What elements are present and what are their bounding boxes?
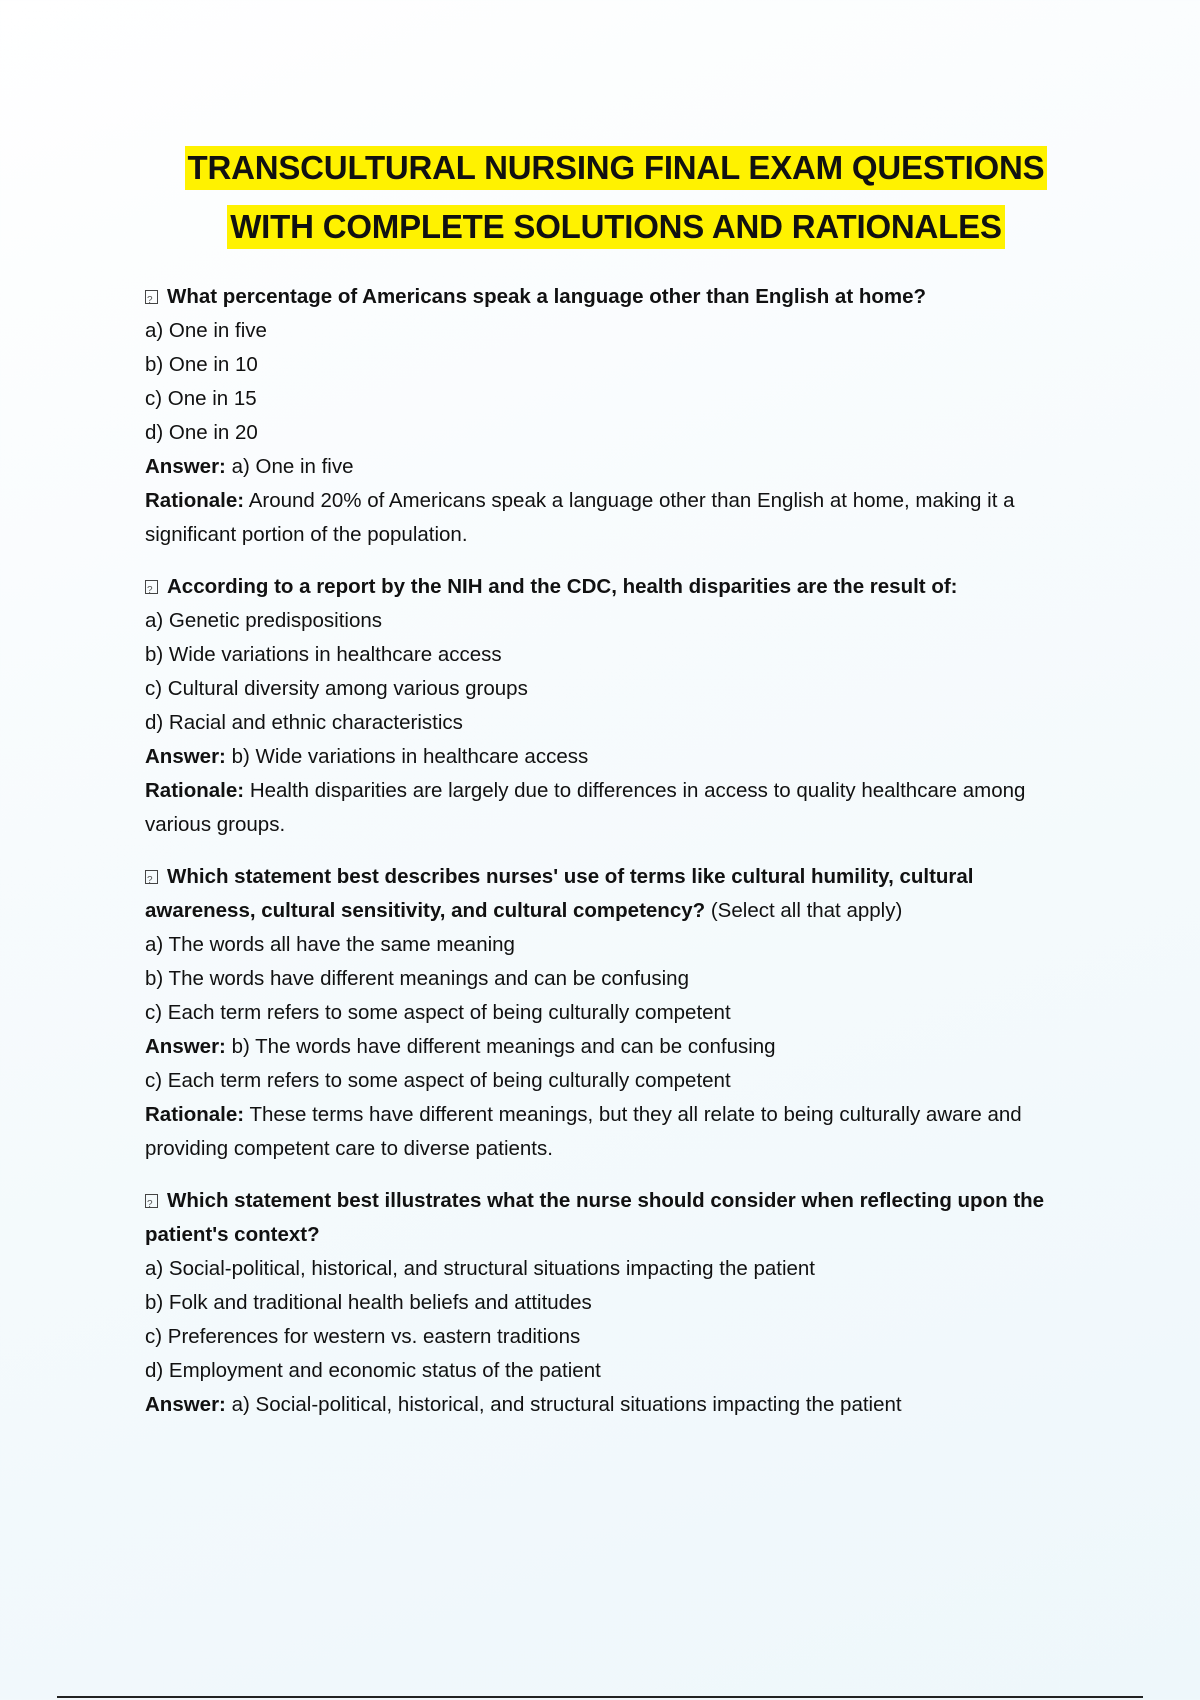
answer-text: a) Social-political, historical, and structural situations impacting the patient bbox=[231, 1393, 902, 1416]
answer-label: Answer: bbox=[145, 745, 226, 768]
option: c) Preferences for western vs. eastern traditions bbox=[145, 1325, 581, 1348]
question-block bbox=[145, 280, 1085, 552]
document-title bbox=[0, 146, 1200, 249]
question-bullet-icon bbox=[145, 870, 158, 884]
answer-line bbox=[145, 1030, 1085, 1064]
question-block bbox=[145, 570, 1085, 842]
question-bullet-icon bbox=[145, 580, 158, 594]
question-line bbox=[145, 280, 1085, 314]
question-note: (Select all that apply) bbox=[710, 899, 903, 922]
option: c) Cultural diversity among various groups bbox=[145, 677, 528, 700]
question-line bbox=[145, 1184, 1085, 1252]
option: b) The words have different meanings and can be confusing bbox=[145, 967, 689, 990]
questions-list bbox=[145, 280, 1085, 1422]
question-text: According to a report by the NIH and the CDC, health disparities are the result of: bbox=[167, 575, 958, 598]
question-text: What percentage of Americans speak a language other than English at home? bbox=[167, 285, 927, 308]
answer-label: Answer: bbox=[145, 1393, 226, 1416]
answer-text: b) The words have different meanings and can be confusing bbox=[231, 1035, 776, 1058]
answer-line bbox=[145, 1388, 1085, 1422]
rationale-text: These terms have different meanings, but they all relate to being culturally aware and providing competent care to diverse patients. bbox=[145, 1103, 1022, 1160]
option: c) Each term refers to some aspect of being culturally competent bbox=[145, 1001, 731, 1024]
answer-line bbox=[145, 450, 1085, 484]
question-block bbox=[145, 1184, 1085, 1422]
question-text: Which statement best illustrates what the nurse should consider when reflecting upon the patient's context? bbox=[145, 1189, 1045, 1246]
option: d) One in 20 bbox=[145, 421, 258, 444]
answer-label: Answer: bbox=[145, 455, 226, 478]
rationale-label: Rationale: bbox=[145, 1103, 245, 1126]
rationale-line bbox=[145, 1098, 1085, 1166]
option: a) One in five bbox=[145, 319, 267, 342]
option: d) Racial and ethnic characteristics bbox=[145, 711, 463, 734]
answer-line bbox=[145, 740, 1085, 774]
rationale-text: Around 20% of Americans speak a language other than English at home, making it a significant portion of the population. bbox=[145, 489, 1015, 546]
question-bullet-icon bbox=[145, 290, 158, 304]
option: a) Genetic predispositions bbox=[145, 609, 383, 632]
option: b) Folk and traditional health beliefs and attitudes bbox=[145, 1291, 592, 1314]
question-line bbox=[145, 570, 1085, 604]
title-line-2: WITH COMPLETE SOLUTIONS AND RATIONALES bbox=[227, 205, 1005, 249]
rationale-line bbox=[145, 774, 1085, 842]
rationale-line bbox=[145, 484, 1085, 552]
answer-extra: c) Each term refers to some aspect of being culturally competent bbox=[145, 1069, 731, 1092]
rationale-text: Health disparities are largely due to differences in access to quality healthcare among various groups. bbox=[145, 779, 1026, 836]
answer-label: Answer: bbox=[145, 1035, 226, 1058]
answer-text: b) Wide variations in healthcare access bbox=[231, 745, 589, 768]
question-text: Which statement best describes nurses' use of terms like cultural humility, cultural awareness, cultural sensitivity, and cultural competency? bbox=[145, 865, 974, 922]
question-block bbox=[145, 860, 1085, 1166]
option: b) Wide variations in healthcare access bbox=[145, 643, 502, 666]
question-line bbox=[145, 860, 1085, 928]
answer-text: a) One in five bbox=[231, 455, 354, 478]
title-line-1: TRANSCULTURAL NURSING FINAL EXAM QUESTIONS bbox=[185, 146, 1048, 190]
option: c) One in 15 bbox=[145, 387, 257, 410]
option: a) Social-political, historical, and structural situations impacting the patient bbox=[145, 1257, 815, 1280]
option: b) One in 10 bbox=[145, 353, 258, 376]
footer-divider bbox=[57, 1696, 1143, 1698]
option: d) Employment and economic status of the patient bbox=[145, 1359, 601, 1382]
option: a) The words all have the same meaning bbox=[145, 933, 515, 956]
rationale-label: Rationale: bbox=[145, 489, 245, 512]
question-bullet-icon bbox=[145, 1194, 158, 1208]
rationale-label: Rationale: bbox=[145, 779, 245, 802]
